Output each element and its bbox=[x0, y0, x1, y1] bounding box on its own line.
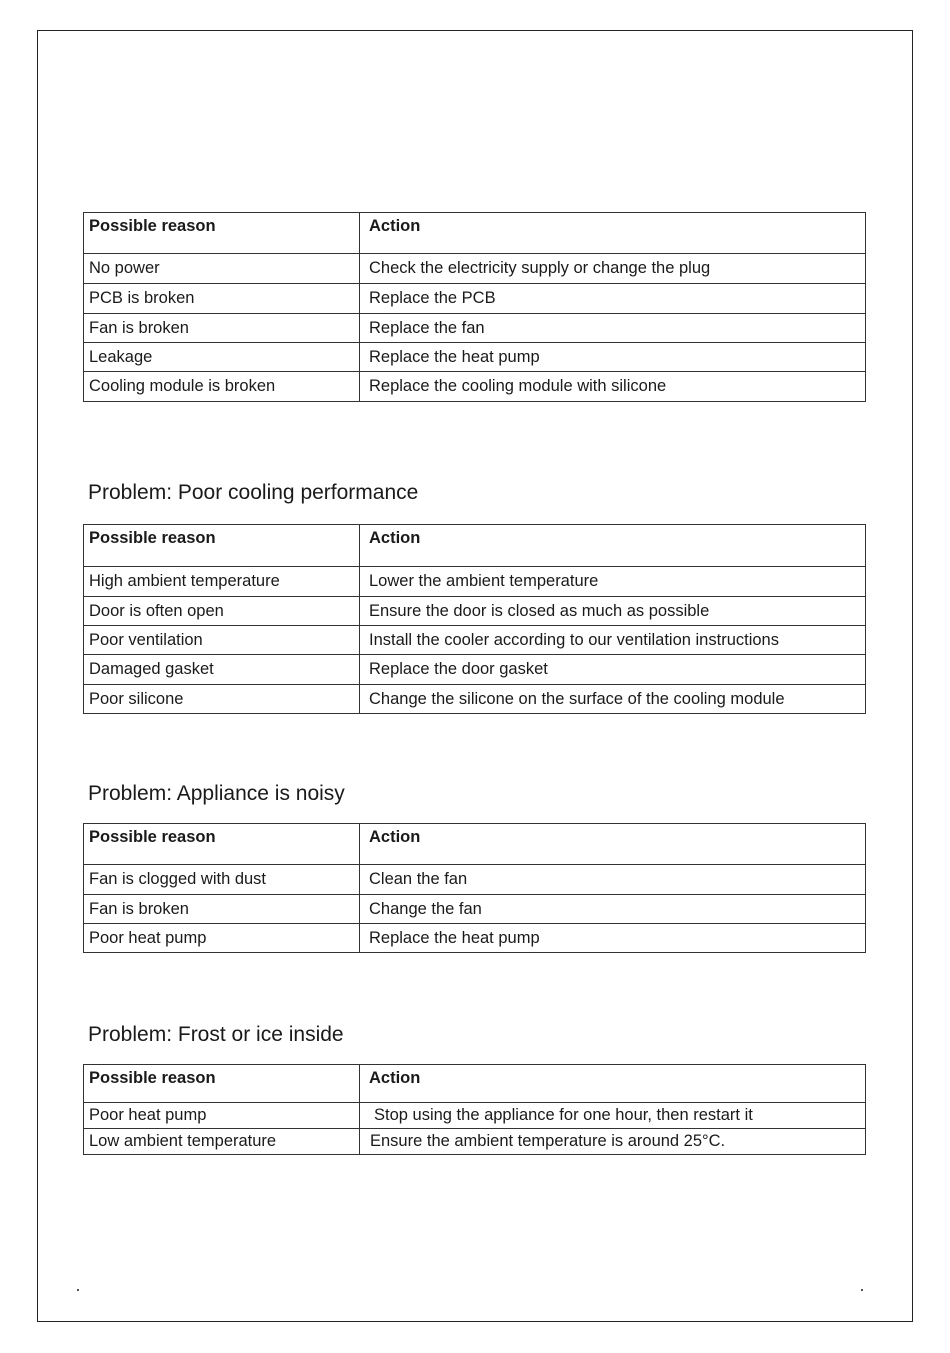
corner-mark-left bbox=[77, 1289, 79, 1291]
action-cell: Stop using the appliance for one hour, then restart it bbox=[360, 1103, 866, 1129]
header-action: Action bbox=[360, 1065, 866, 1103]
reason-cell: Damaged gasket bbox=[84, 655, 360, 685]
table-row bbox=[84, 254, 866, 284]
action-cell: Replace the heat pump bbox=[360, 924, 866, 953]
reason-cell: Poor heat pump bbox=[84, 1103, 360, 1129]
table-row bbox=[84, 1103, 866, 1129]
table-header-row bbox=[84, 213, 866, 254]
troubleshooting-table-power bbox=[83, 212, 866, 402]
table-row bbox=[84, 924, 866, 953]
reason-cell: No power bbox=[84, 254, 360, 284]
reason-cell: Leakage bbox=[84, 343, 360, 372]
reason-cell: Poor heat pump bbox=[84, 924, 360, 953]
section-heading-frost: Problem: Frost or ice inside bbox=[88, 1023, 344, 1046]
troubleshooting-table-poor-cooling bbox=[83, 524, 866, 714]
reason-cell: Poor ventilation bbox=[84, 626, 360, 655]
reason-cell: Door is often open bbox=[84, 597, 360, 626]
header-possible-reason: Possible reason bbox=[84, 1065, 360, 1103]
action-cell: Clean the fan bbox=[360, 865, 866, 895]
table-row bbox=[84, 567, 866, 597]
reason-cell: Fan is clogged with dust bbox=[84, 865, 360, 895]
section-heading-noisy: Problem: Appliance is noisy bbox=[88, 782, 345, 805]
action-cell: Ensure the ambient temperature is around 25°C. bbox=[360, 1129, 866, 1155]
action-cell: Replace the door gasket bbox=[360, 655, 866, 685]
action-cell: Lower the ambient temperature bbox=[360, 567, 866, 597]
reason-cell: Poor silicone bbox=[84, 685, 360, 714]
table-row bbox=[84, 626, 866, 655]
action-cell: Check the electricity supply or change the plug bbox=[360, 254, 866, 284]
table-row bbox=[84, 284, 866, 314]
table-row bbox=[84, 895, 866, 924]
action-cell: Install the cooler according to our ventilation instructions bbox=[360, 626, 866, 655]
reason-cell: PCB is broken bbox=[84, 284, 360, 314]
action-cell: Replace the cooling module with silicone bbox=[360, 372, 866, 402]
action-cell: Change the fan bbox=[360, 895, 866, 924]
table-row bbox=[84, 1129, 866, 1155]
action-cell: Change the silicone on the surface of the cooling module bbox=[360, 685, 866, 714]
table-row bbox=[84, 655, 866, 685]
troubleshooting-table-frost bbox=[83, 1064, 866, 1155]
table-header-row bbox=[84, 824, 866, 865]
header-possible-reason: Possible reason bbox=[84, 525, 360, 567]
table-row bbox=[84, 314, 866, 343]
header-action: Action bbox=[360, 824, 866, 865]
action-cell: Replace the PCB bbox=[360, 284, 866, 314]
reason-cell: Fan is broken bbox=[84, 895, 360, 924]
table-row bbox=[84, 372, 866, 402]
table-row bbox=[84, 865, 866, 895]
reason-cell: Cooling module is broken bbox=[84, 372, 360, 402]
table-row bbox=[84, 597, 866, 626]
header-action: Action bbox=[360, 525, 866, 567]
reason-cell: High ambient temperature bbox=[84, 567, 360, 597]
troubleshooting-table-noisy bbox=[83, 823, 866, 953]
header-possible-reason: Possible reason bbox=[84, 213, 360, 254]
header-action: Action bbox=[360, 213, 866, 254]
reason-cell: Fan is broken bbox=[84, 314, 360, 343]
reason-cell: Low ambient temperature bbox=[84, 1129, 360, 1155]
action-cell: Ensure the door is closed as much as possible bbox=[360, 597, 866, 626]
section-heading-poor-cooling: Problem: Poor cooling performance bbox=[88, 481, 419, 504]
table-row bbox=[84, 343, 866, 372]
action-cell: Replace the heat pump bbox=[360, 343, 866, 372]
table-row bbox=[84, 685, 866, 714]
header-possible-reason: Possible reason bbox=[84, 824, 360, 865]
table-header-row bbox=[84, 525, 866, 567]
corner-mark-right bbox=[861, 1289, 863, 1291]
action-cell: Replace the fan bbox=[360, 314, 866, 343]
table-header-row bbox=[84, 1065, 866, 1103]
